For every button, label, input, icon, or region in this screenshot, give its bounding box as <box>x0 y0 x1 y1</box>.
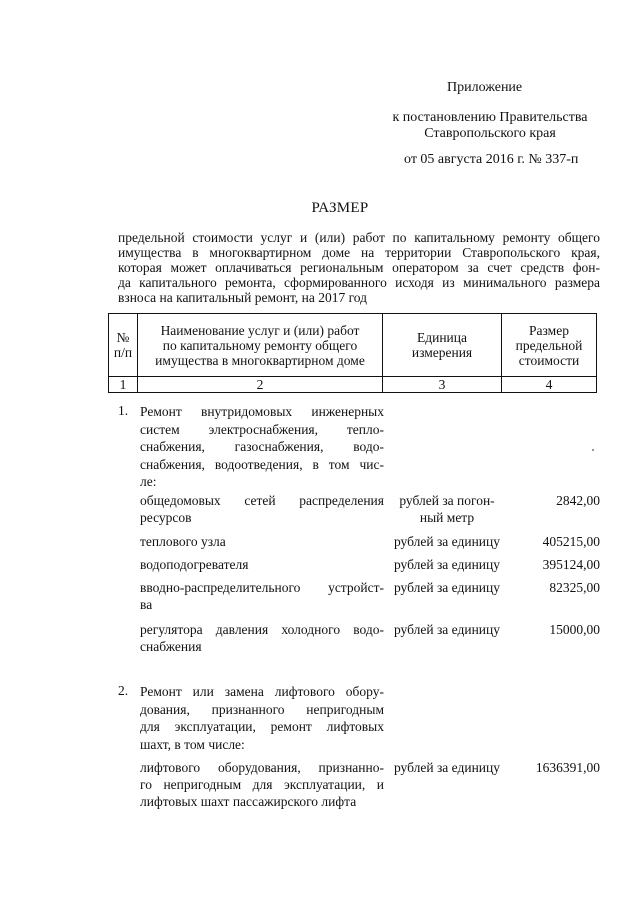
row-name: лифтового оборудования, признанно- го непригодным для эксплуатации, и лифтовых шахт пассажирского лифта <box>140 760 384 809</box>
subtitle-line: которая может оплачиваться региональным оператором за счет средств фон- <box>118 260 600 275</box>
resolution-line-2: Ставропольского края <box>424 126 556 141</box>
subtitle-line: предельной стоимости услуг и (или) работ по капитальному ремонту общего <box>118 230 600 245</box>
column-number: 3 <box>383 377 502 393</box>
header-cell-cost: Размер предельной стоимости <box>502 314 597 377</box>
subtitle-line: взноса на капитальный ремонт, на 2017 год <box>118 290 368 305</box>
header-cell-number: № п/п <box>109 314 138 377</box>
document-subtitle <box>118 230 600 305</box>
column-number: 1 <box>109 377 138 393</box>
section-number: 2. <box>118 683 129 698</box>
row-value: 395124,00 <box>542 557 600 572</box>
row-value: 1636391,00 <box>535 760 600 775</box>
row-unit: рублей за погон- ный метр <box>399 493 495 525</box>
appendix-label: Приложение <box>447 80 523 95</box>
column-number: 2 <box>138 377 383 393</box>
header-cell-unit: Единица измерения <box>383 314 502 377</box>
document-title: РАЗМЕР <box>311 200 369 216</box>
column-number: 4 <box>502 377 597 393</box>
section-number: 1. <box>118 403 129 418</box>
table-column-numbers-row <box>109 377 597 393</box>
row-unit: рублей за единицу <box>393 580 501 595</box>
table-header <box>108 313 597 393</box>
row-unit: рублей за единицу <box>393 622 501 637</box>
scan-speck <box>592 449 594 451</box>
resolution-date-number: от 05 августа 2016 г. № 337-п <box>404 152 579 167</box>
row-name: теплового узла <box>140 534 226 549</box>
row-value: 82325,00 <box>549 580 600 595</box>
subtitle-line: имущества в многоквартирном доме на территории Ставропольского края, <box>118 245 600 260</box>
row-value: 15000,00 <box>549 622 600 637</box>
row-value: 2842,00 <box>556 493 600 508</box>
resolution-line-1: к постановлению Правительства <box>392 110 588 125</box>
row-name: общедомовых сетей распределения ресурсов <box>140 493 384 525</box>
row-unit: рублей за единицу <box>393 557 501 572</box>
row-name: водоподогревателя <box>140 557 249 572</box>
table-header-row <box>109 314 597 377</box>
row-unit: рублей за единицу <box>393 760 501 775</box>
resolution-reference <box>360 110 620 142</box>
row-name: вводно-распределительного устройст- ва <box>140 580 384 612</box>
section-title: Ремонт внутридомовых инженерных систем электроснабжения, тепло- снабжения, газоснабжения, водо- снабжения, водоотведения, в том чис- ле: <box>140 404 384 489</box>
section-title: Ремонт или замена лифтового обору- дования, признанного непригодным для эксплуатации, ремонт лифтовых шахт, в том числе: <box>140 684 384 752</box>
row-value: 405215,00 <box>542 534 600 549</box>
subtitle-line: да капитального ремонта, сформированного исходя из минимального размера <box>118 275 600 290</box>
header-cell-name: Наименование услуг и (или) работ по капитальному ремонту общего имущества в многоквартирном доме <box>138 314 383 377</box>
row-name: регулятора давления холодного водо- снабжения <box>140 622 384 654</box>
row-unit: рублей за единицу <box>393 534 501 549</box>
